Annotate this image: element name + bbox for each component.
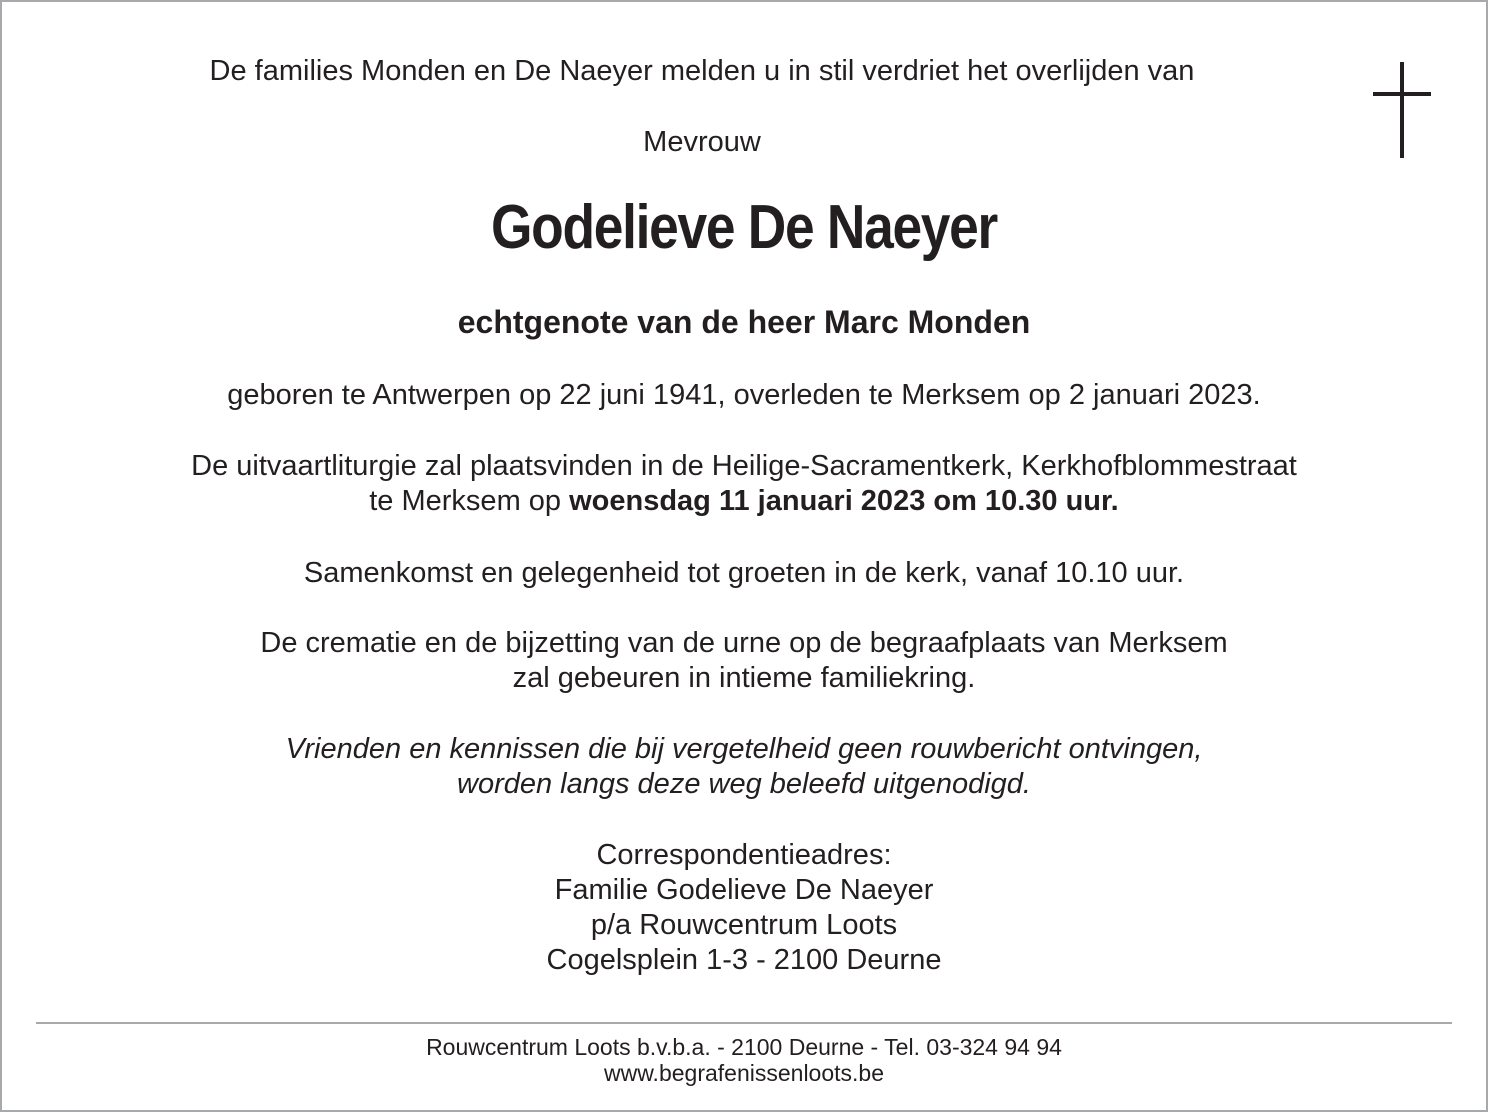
footer-divider: [36, 1022, 1452, 1024]
salutation: Mevrouw: [643, 126, 761, 158]
cremation-line-2: zal gebeuren in intieme familiekring.: [512, 662, 976, 694]
liturgy-line-2: [0, 484, 1488, 519]
invitation-line-1: Vrienden en kennissen die bij vergetelheid geen rouwbericht ontvingen,: [285, 733, 1203, 765]
liturgy-line-1: De uitvaartliturgie zal plaatsvinden in de Heilige-Sacramentkerk, Kerkhofblommestraat: [191, 450, 1297, 482]
correspondence-care-of: p/a Rouwcentrum Loots: [590, 909, 898, 941]
cremation-line-1: De crematie en de bijzetting van de urne op de begraafplaats van Merksem: [260, 627, 1228, 659]
liturgy-datetime: woensdag 11 januari 2023 om 10.30 uur.: [569, 485, 1119, 517]
invitation-line-2: worden langs deze weg beleefd uitgenodigd.: [457, 768, 1031, 800]
correspondence-address: Cogelsplein 1-3 - 2100 Deurne: [546, 944, 942, 976]
intro-text: De families Monden en De Naeyer melden u in stil verdriet het overlijden van: [209, 55, 1195, 87]
correspondence-name: Familie Godelieve De Naeyer: [554, 874, 934, 906]
gathering-line: Samenkomst en gelegenheid tot groeten in de kerk, vanaf 10.10 uur.: [303, 557, 1185, 589]
spouse-line: echtgenote van de heer Marc Monden: [457, 304, 1031, 340]
cross-horizontal-bar: [1373, 92, 1431, 96]
deceased-name: Godelieve De Naeyer: [490, 193, 998, 262]
footer-website: www.begrafenissenloots.be: [604, 1060, 884, 1086]
correspondence-label: Correspondentieadres:: [596, 839, 892, 871]
birth-death-line: geboren te Antwerpen op 22 juni 1941, overleden te Merksem op 2 januari 2023.: [227, 379, 1261, 411]
footer-company: Rouwcentrum Loots b.v.b.a. - 2100 Deurne - Tel. 03-324 94 94: [426, 1034, 1062, 1060]
liturgy-location: te Merksem op: [369, 485, 570, 517]
